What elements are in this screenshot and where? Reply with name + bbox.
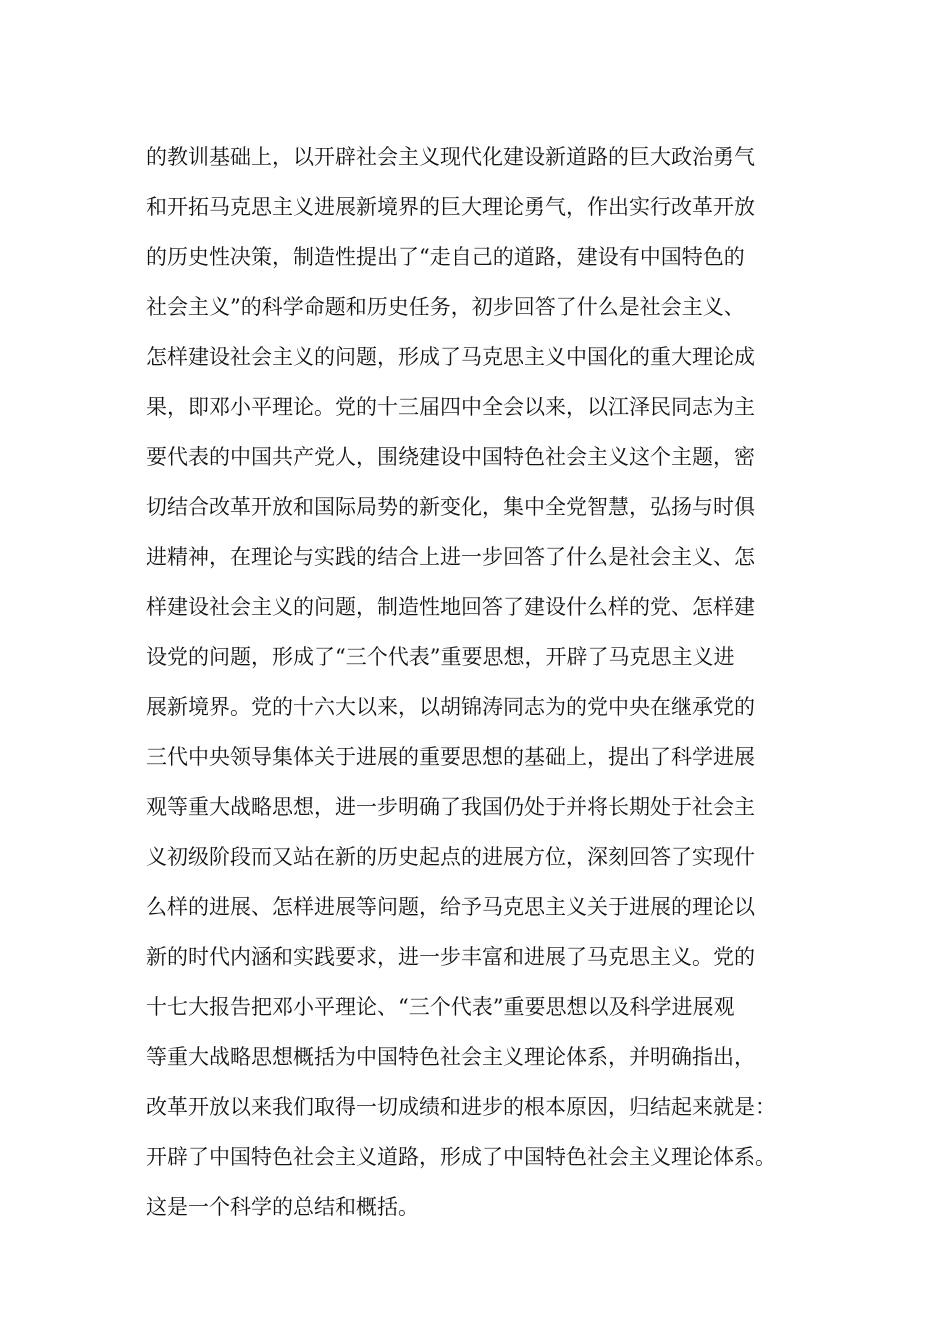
text-line-9: 进精神，在理论与实践的结合上进一步回答了什么是社会主义、怎 [146, 545, 755, 569]
text-line-22: 这是一个科学的总结和概括。 [146, 1195, 419, 1219]
text-line-1: 的教训基础上，以开辟社会主义现代化建设新道路的巨大政治勇气 [146, 145, 755, 169]
text-line-11: 设党的问题，形成了“三个代表”重要思想，开辟了马克思主义进 [146, 645, 735, 669]
text-line-13: 三代中央领导集体关于进展的重要思想的基础上，提出了科学进展 [146, 745, 755, 769]
text-line-2: 和开拓马克思主义进展新境界的巨大理论勇气，作出实行改革开放 [146, 195, 755, 219]
text-line-3: 的历史性决策，制造性提出了“走自己的道路，建设有中国特色的 [146, 245, 745, 269]
text-line-5: 怎样建设社会主义的问题，形成了马克思主义中国化的重大理论成 [146, 345, 755, 369]
text-line-20: 改革开放以来我们取得一切成绩和进步的根本原因，归结起来就是： [146, 1095, 776, 1119]
text-line-4: 社会主义”的科学命题和历史任务，初步回答了什么是社会主义、 [146, 295, 745, 319]
text-line-19: 等重大战略思想概括为中国特色社会主义理论体系，并明确指出， [146, 1045, 755, 1069]
text-line-18: 十七大报告把邓小平理论、“三个代表”重要思想以及科学进展观 [146, 995, 735, 1019]
text-line-16: 么样的进展、怎样进展等问题，给予马克思主义关于进展的理论以 [146, 895, 755, 919]
text-line-15: 义初级阶段而又站在新的历史起点的进展方位，深刻回答了实现什 [146, 845, 755, 869]
text-line-17: 新的时代内涵和实践要求，进一步丰富和进展了马克思主义。党的 [146, 945, 755, 969]
text-line-6: 果，即邓小平理论。党的十三届四中全会以来，以江泽民同志为主 [146, 395, 755, 419]
text-line-8: 切结合改革开放和国际局势的新变化，集中全党智慧，弘扬与时俱 [146, 495, 755, 519]
text-line-14: 观等重大战略思想，进一步明确了我国仍处于并将长期处于社会主 [146, 795, 755, 819]
text-line-21: 开辟了中国特色社会主义道路，形成了中国特色社会主义理论体系。 [146, 1145, 776, 1169]
body-text [146, 132, 836, 1232]
text-line-12: 展新境界。党的十六大以来，以胡锦涛同志为的党中央在继承党的 [146, 695, 755, 719]
text-line-7: 要代表的中国共产党人，围绕建设中国特色社会主义这个主题，密 [146, 445, 755, 469]
text-line-10: 样建设社会主义的问题，制造性地回答了建设什么样的党、怎样建 [146, 595, 755, 619]
